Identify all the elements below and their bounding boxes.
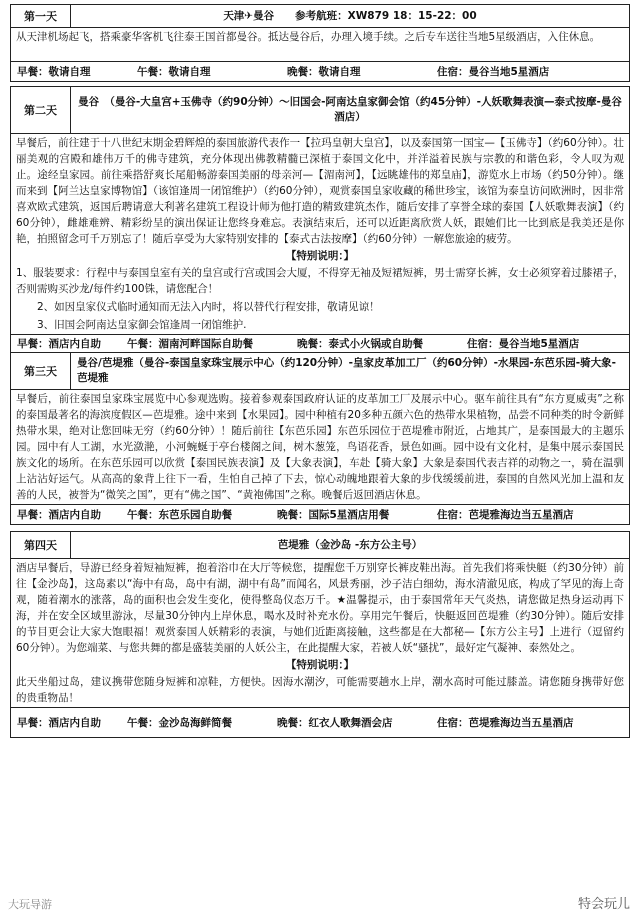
day-description: 早餐后，前往泰国皇家珠宝展览中心参观选购。接着参观泰国政府认证的皮革加工厂及展示中心。驱车前往具有“东方夏威夷”之称的泰国最著名的海滨度假区—芭堤雅。途中来到【水果园】。园中种植有20多种五颜六色的热带水果植物，品尝不同种类的时令新鲜热带水果，绝对让您回味无穷（约60分钟）！随后前往【东芭乐园】东芭乐园位于芭堤雅市附近，占地其广，是泰国最大的主题乐园。园中有人工湖，水光潋滟，小河蜿蜒于亭台楼阁之间，树木葱笼，鸟语花香，景色如画。园中设有文化村，是集中展示泰国民族文化的场所。在东芭乐园可以欣赏【泰国民族表演】及【大象表演】，车赴【骑大象】大象是泰国代表吉祥的动物之一，骑在温驯上沾沾好运气。从高高的象背上往下一看，生怕自己掉了下去，惊心动魄地跟着大象的步伐缓缓前进，泰国的自然风光加上温和友善的人民，被誉为“微笑之国”，更有“佛之国”、“黄袍佛国”之称。晚餐后返回酒店休息。 bbox=[11, 389, 629, 504]
day3-block bbox=[10, 353, 630, 525]
meals-row bbox=[11, 504, 629, 524]
watermark-left: 大玩导游 bbox=[8, 898, 52, 911]
dinner: 晚餐：泰式小火锅或自助餐 bbox=[297, 338, 423, 350]
meals-row bbox=[11, 707, 629, 737]
day2-block bbox=[10, 86, 630, 353]
breakfast: 早餐：敬请自理 bbox=[17, 66, 91, 78]
day-description: 从天津机场起飞，搭乘豪华客机飞往泰王国首都曼谷。抵达曼谷后，办理入境手续。之后专车送往当地5星级酒店，入住休息。 bbox=[11, 27, 629, 61]
dinner: 晚餐：敬请自理 bbox=[287, 66, 361, 78]
dinner: 晚餐：国际5星酒店用餐 bbox=[277, 509, 390, 521]
day-description: 酒店早餐后，导游已经身着短袖短裤，抱着浴巾在大厅等候您，提醒您千万别穿长裤皮鞋出海。首先我们将乘快艇（约30分钟）前往【金沙岛】，这岛素以“海中有岛，岛中有湖，湖中有岛”而闻名，风景秀丽，沙子洁白细幼，海水清澈见底，构成了罕见的海上奇观，随着潮水的涨落，岛的面积也会发生变化，使得整岛仪态万千。★温馨提示，由于泰国常年天气炎热，请您做足热身运动再下海，并在安全区域里游泳，尽量30分钟内上岸休息，喝水及时补充水份。享用完午餐后，快艇返回芭堤雅（约30分钟）。随后安排的节目更会让大家大饱眼福！观赏泰国人妖精彩的表演，与她们近距离接触，这些都是在大都秘—【东方公主号】上进行（逗留约60分钟）。为您端菜、与您共舞的都是盛装美丽的人妖公主，在此提醒大家，若被人妖“骚扰”，最好定气凝神、泰然处之。 bbox=[16, 562, 624, 654]
hotel: 住宿：曼谷当地5星酒店 bbox=[467, 338, 580, 350]
breakfast: 早餐：酒店内自助 bbox=[17, 338, 101, 350]
note-item: 2、如因皇家仪式临时通知而无法入内时，将以替代行程安排，敬请见谅！ bbox=[37, 301, 380, 313]
day-description: 早餐后，前往建于十八世纪末期金碧辉煌的泰国旅游代表作一【拉玛皇朝大皇宫】，以及泰国第一国宝—【玉佛寺】（约60分钟）。壮丽美观的宫殿和雄伟万千的佛寺建筑，充分体现出佛教精髓已深植于泰国文化中，并洋溢着民族与宗教的和谐色彩，令人叹为观止。途经皇家园。前往乘搭舒爽长尾船畅游泰国美丽的母亲河—【湄南河】，【远眺雄伟的郑皇庙】，游览水上市场（约50分钟）。继而来到【阿兰达皇家博物馆】（该馆逢周一闭馆维护）（约60分钟），观赏泰国皇家收藏的稀世珍宝，该馆为泰皇访问欧洲时，因非常喜欢欧式建筑，返国后聘请意大利著名建筑工程设计师为他打造的精致建筑杰作，随后安排了享誉全球的泰国【人妖歌舞表演】（约60分钟），雌雄难辨、精彩纷呈的演出保证让您终身难忘。表演结束后，还可以近距离欣赏人妖，跟她们比一比到底是我美还是你艳，拍照留念可千万别忘了！随后享受为大家特别安排的【泰式古法按摩】（约60分钟）一解您旅途的疲劳。 bbox=[16, 137, 624, 245]
meals-row bbox=[11, 334, 629, 352]
notice-text: 此天坐船过岛，建议携带您随身短裤和凉鞋，方便快。因海水潮汐，可能需要趟水上岸，潮水高时可能过膝盖。请您随身携带好您的贵重物品！ bbox=[16, 676, 624, 704]
day-label: 第三天 bbox=[11, 353, 71, 389]
note-item: 3、旧国会阿南达皇家御会馆逢周一闭馆维护. bbox=[37, 319, 247, 331]
hotel: 住宿：芭堤雅海边当五星酒店 bbox=[437, 717, 574, 729]
breakfast: 早餐：酒店内自助 bbox=[17, 509, 101, 521]
itinerary-sheet bbox=[10, 4, 630, 738]
day-label: 第四天 bbox=[11, 532, 71, 558]
lunch: 午餐：敬请自理 bbox=[137, 66, 211, 78]
lunch: 午餐：东芭乐园自助餐 bbox=[127, 509, 232, 521]
notice-title: 【特别说明：】 bbox=[285, 659, 355, 671]
hotel: 住宿：芭堤雅海边当五星酒店 bbox=[437, 509, 574, 521]
notice-title: 【特别说明：】 bbox=[285, 250, 355, 262]
day-label: 第二天 bbox=[11, 87, 71, 133]
day-route: 天津✈曼谷 参考航班：XW879 18：15-22：00 bbox=[223, 9, 477, 22]
watermark-right: 特会玩儿 bbox=[577, 897, 630, 912]
dinner: 晚餐：红衣人歌舞酒会店 bbox=[277, 717, 393, 729]
day-route: 曼谷 （曼谷-大皇宫+玉佛寺（约90分钟）～旧国会-阿南达皇家御会馆（约45分钟）-人妖歌舞表演—泰式按摩-曼谷酒店） bbox=[78, 96, 622, 123]
lunch: 午餐：金沙岛海鲜简餐 bbox=[127, 717, 232, 729]
note-item: 1、服装要求：行程中与泰国皇室有关的皇宫或行宫或国会大厦，不得穿无袖及短裙短裤，男士需穿长裤，女士必须穿着过膝裙子，否则需购买沙龙/每件约100铢，请您配合！ bbox=[16, 267, 624, 295]
day4-block bbox=[10, 531, 630, 738]
day-label: 第一天 bbox=[11, 5, 71, 27]
meals-row bbox=[11, 61, 629, 81]
breakfast: 早餐：酒店内自助 bbox=[17, 717, 101, 729]
day-route: 芭堤雅（金沙岛 -东方公主号） bbox=[277, 538, 423, 551]
hotel: 住宿：曼谷当地5星酒店 bbox=[437, 66, 550, 78]
day1-block bbox=[10, 4, 630, 82]
day-route: 曼谷/芭堤雅（曼谷-泰国皇家珠宝展示中心（约120分钟）-皇家皮革加工厂（约60分钟）-水果园-东芭乐园-骑大象-芭堤雅 bbox=[77, 357, 617, 384]
lunch: 午餐：湄南河畔国际自助餐 bbox=[127, 338, 253, 350]
